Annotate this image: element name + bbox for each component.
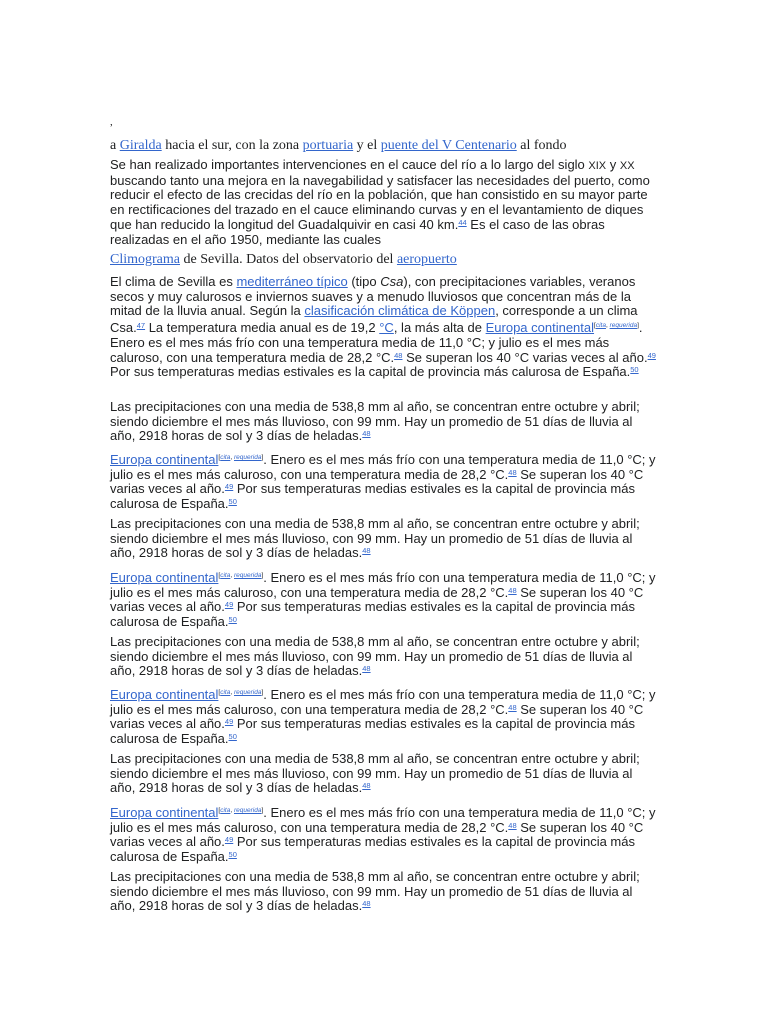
reference-49[interactable]: 49 [224, 482, 234, 492]
paragraph-precipitation: Las precipitaciones con una media de 538,8 mm al año, se concentran entre octubre y abril; siendo diciembre el mes más lluvioso, con 99 mm. Hay un promedio de 51 días de lluvia al año, 2918 horas de sol y 3 días de heladas.$^{48}$ [110, 516, 640, 561]
image-caption-giralda: a Giralda hacia el sur, con la zona portuaria y el puente del V Centenario al fondo [110, 138, 567, 153]
link-portuaria[interactable]: portuaria [302, 138, 354, 153]
reference-49[interactable]: 49 [224, 835, 234, 845]
cita-requerida: [cita, requerida] [218, 807, 264, 814]
paragraph-europa-continental: Europa continental[cita, requerida]. Enero es el mes más frío con una temperatura media de 11,0 °C; y julio es el mes más caluroso, con una temperatura media de 28,2 °C.$^{48}$ Se superan los 40 °C varias veces al año.$^{49}$ Por sus temperaturas medias estivales es la capital de provincia más calurosa de España.$^{50}$ [110, 805, 656, 865]
paragraph-europa-continental: Europa continental[cita, requerida]. Enero es el mes más frío con una temperatura media de 11,0 °C; y julio es el mes más caluroso, con una temperatura media de 28,2 °C.$^{48}$ Se superan los 40 °C varias veces al año.$^{49}$ Por sus temperaturas medias estivales es la capital de provincia más calurosa de España.$^{50}$ [110, 570, 656, 630]
paragraph-climate: El clima de Sevilla es mediterráneo típico (tipo Csa), con precipitaciones variables, veranos secos y muy calurosos e inviernos suaves y a menudo lluviosos que concentran más de la mitad de la lluvia anual. Según la clasificación climática de Köppen, corresponde a un clima Csa.$^{47}$ La temperatura media anual es de 19,2 °C, la más alta de Europa continental[cita, requerida]. Enero es el mes más frío con una temperatura media de 11,0 °C; y julio es el mes más caluroso, con una temperatura media de 28,2 °C.$^{48}$ Se superan los 40 °C varias veces al año.$^{49}$ Por sus temperaturas medias estivales es la capital de provincia más calurosa de España.$^{50}$ [110, 274, 656, 380]
paragraph-precipitation: Las precipitaciones con una media de 538,8 mm al año, se concentran entre octubre y abril; siendo diciembre el mes más lluvioso, con 99 mm. Hay un promedio de 51 días de lluvia al año, 2918 horas de sol y 3 días de heladas.$^{48}$ [110, 869, 640, 914]
reference-50[interactable]: 50 [630, 365, 639, 375]
link-europa-continental[interactable]: Europa continental [485, 320, 595, 336]
paragraph-precipitation: Las precipitaciones con una media de 538,8 mm al año, se concentran entre octubre y abril; siendo diciembre el mes más lluvioso, con 99 mm. Hay un promedio de 51 días de lluvia al año, 2918 horas de sol y 3 días de heladas.$^{48}$ [110, 399, 640, 444]
paragraph-precipitation: Las precipitaciones con una media de 538,8 mm al año, se concentran entre octubre y abril; siendo diciembre el mes más lluvioso, con 99 mm. Hay un promedio de 51 días de lluvia al año, 2918 horas de sol y 3 días de heladas.$^{48}$ [110, 751, 640, 796]
reference-49[interactable]: 49 [224, 600, 234, 610]
reference-50[interactable]: 50 [228, 615, 237, 625]
reference-50[interactable]: 50 [228, 497, 237, 507]
cita-requerida: [cita, requerida] [218, 689, 264, 696]
reference-47[interactable]: 47 [136, 321, 146, 331]
paragraph-precipitation: Las precipitaciones con una media de 538,8 mm al año, se concentran entre octubre y abril; siendo diciembre el mes más lluvioso, con 99 mm. Hay un promedio de 51 días de lluvia al año, 2918 horas de sol y 3 días de heladas.$^{48}$ [110, 634, 640, 679]
link-celsius[interactable]: °C [379, 320, 394, 336]
link-europa-continental[interactable]: Europa continental [110, 805, 219, 820]
cita-requerida: [cita, requerida] [218, 454, 264, 461]
reference-48[interactable]: 48 [508, 820, 517, 830]
image-caption-climograma: Climograma de Sevilla. Datos del observatorio del aeropuerto [110, 252, 457, 267]
link-mediterraneo-tipico[interactable]: mediterráneo típico [236, 274, 348, 289]
reference-48[interactable]: 48 [394, 350, 403, 360]
reference-48[interactable]: 48 [362, 664, 371, 674]
reference-50[interactable]: 50 [228, 732, 237, 742]
link-aeropuerto[interactable]: aeropuerto [396, 252, 457, 267]
link-europa-continental[interactable]: Europa continental [110, 570, 219, 585]
paragraph-europa-continental: Europa continental[cita, requerida]. Enero es el mes más frío con una temperatura media de 11,0 °C; y julio es el mes más caluroso, con una temperatura media de 28,2 °C.$^{48}$ Se superan los 40 °C varias veces al año.$^{49}$ Por sus temperaturas medias estivales es la capital de provincia más calurosa de España.$^{50}$ [110, 452, 656, 512]
cita-requerida: [cita, requerida] [594, 322, 639, 330]
link-europa-continental[interactable]: Europa continental [110, 452, 219, 467]
link-europa-continental[interactable]: Europa continental [110, 687, 219, 702]
paragraph-europa-continental: Europa continental[cita, requerida]. Enero es el mes más frío con una temperatura media de 11,0 °C; y julio es el mes más caluroso, con una temperatura media de 28,2 °C.$^{48}$ Se superan los 40 °C varias veces al año.$^{49}$ Por sus temperaturas medias estivales es la capital de provincia más calurosa de España.$^{50}$ [110, 687, 656, 747]
link-puente-v-centenario[interactable]: puente del V Centenario [380, 138, 517, 153]
paragraph-river-works: Se han realizado importantes intervenciones en el cauce del río a lo largo del siglo XIX y XX buscando tanto una mejora en la navegabilidad y satisfacer las necesidades del puerto, como reducir el efecto de las crecidas del río en la población, que han consistido en su mayor parte en rectificaciones del trazado en el cauce eliminando curvas y en el levantamiento de diques que han reducido la longitud del Guadalquivir en casi 40 km.$^{44}$ Es el caso de las obras realizadas en el año 1950, mediante las cuales [110, 157, 650, 247]
reference-49[interactable]: 49 [224, 717, 234, 727]
stray-mark: , [110, 116, 113, 128]
reference-44[interactable]: 44 [458, 217, 467, 227]
reference-48[interactable]: 48 [508, 585, 517, 595]
reference-48[interactable]: 48 [508, 467, 517, 477]
reference-48[interactable]: 48 [362, 429, 371, 439]
link-climograma[interactable]: Climograma [110, 252, 180, 267]
reference-48[interactable]: 48 [362, 781, 371, 791]
reference-48[interactable]: 48 [362, 899, 371, 909]
link-clasificacion-koppen[interactable]: clasificación climática de Köppen [304, 303, 496, 319]
reference-48[interactable]: 48 [362, 546, 371, 556]
reference-48[interactable]: 48 [508, 702, 517, 712]
link-giralda[interactable]: Giralda [119, 138, 162, 153]
cita-requerida: [cita, requerida] [218, 572, 264, 579]
reference-50[interactable]: 50 [228, 850, 237, 860]
reference-49[interactable]: 49 [647, 350, 656, 360]
